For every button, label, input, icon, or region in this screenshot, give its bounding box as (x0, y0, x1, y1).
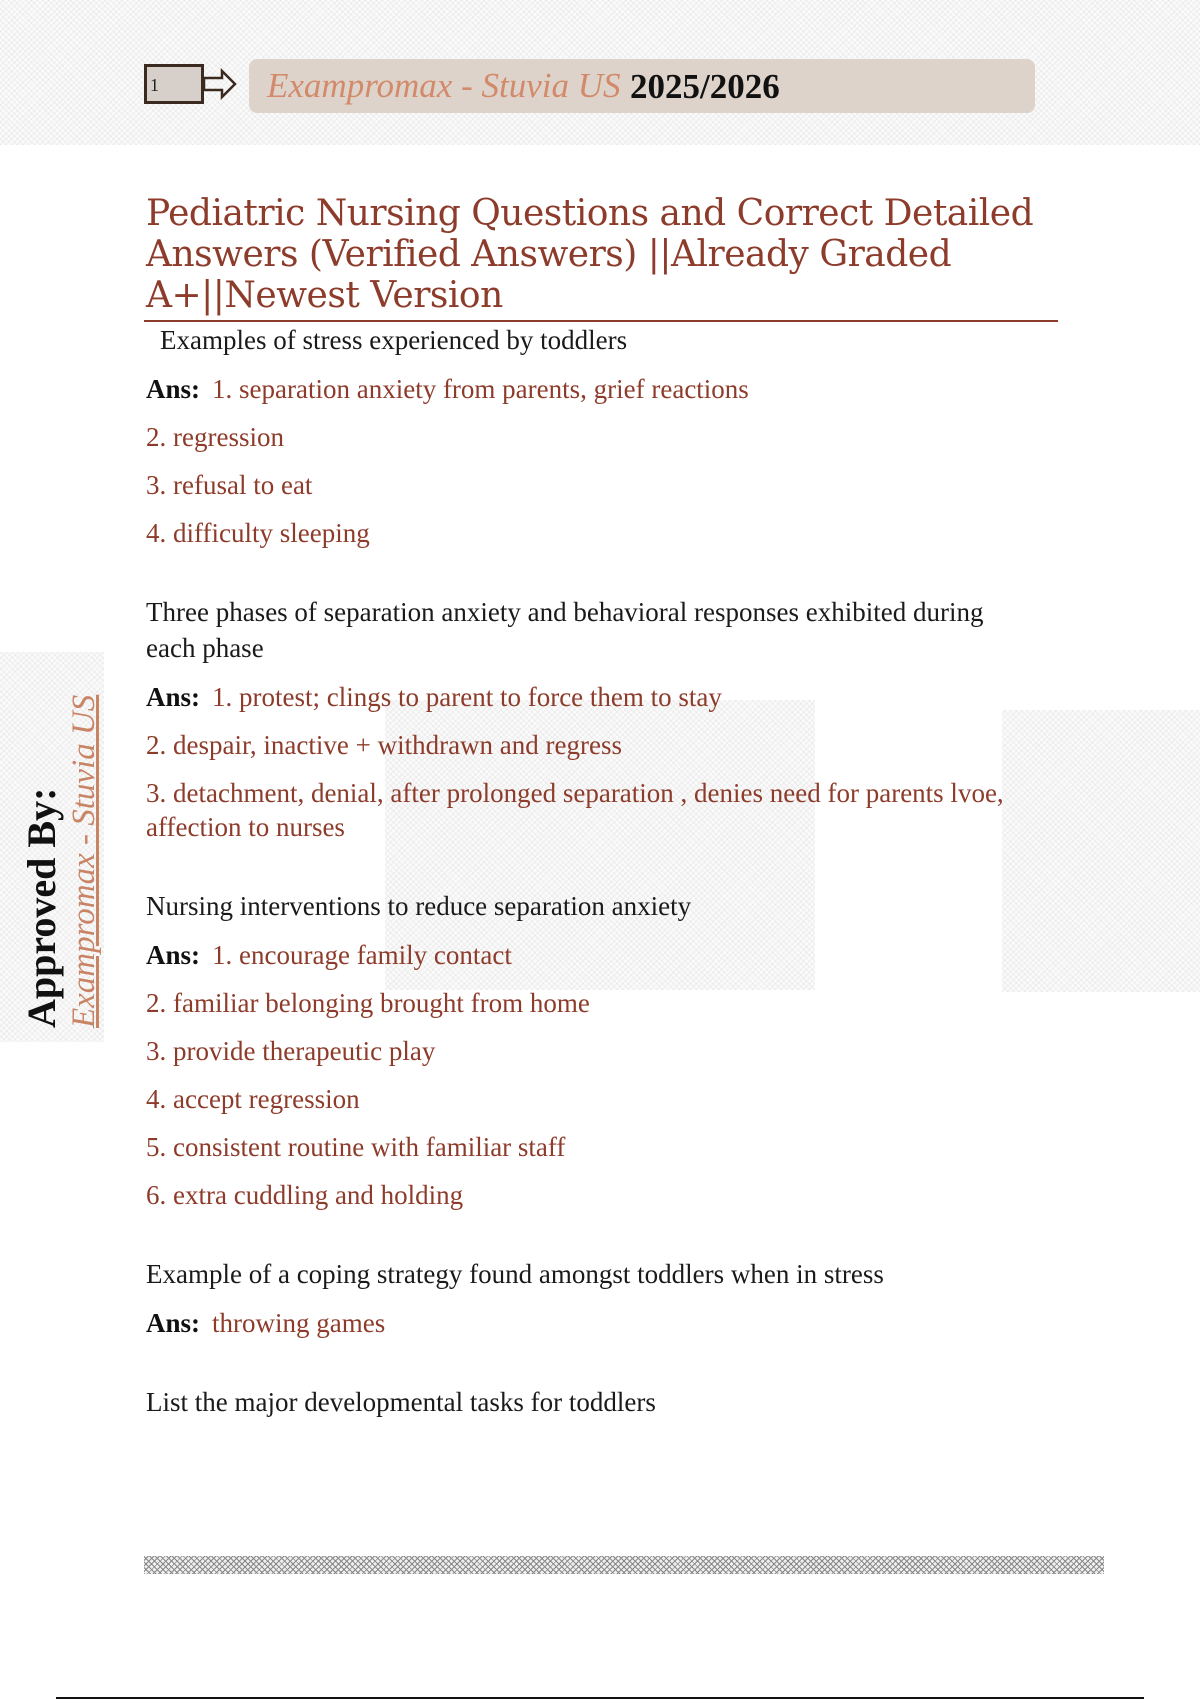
answer-label: Ans: (146, 1308, 201, 1338)
question-text: Three phases of separation anxiety and behavioral responses exhibited during each phase (146, 597, 984, 663)
answer-row (146, 938, 1076, 972)
approval-stamp (14, 608, 114, 1028)
question-text: List the major developmental tasks for toddlers (146, 1387, 656, 1417)
approved-by-label: Approved By: (19, 787, 64, 1028)
answer-row (146, 1306, 1076, 1340)
answer-text: 1. separation anxiety from parents, grief reactions (212, 374, 749, 404)
answer-item: 3. detachment, denial, after prolonged separation , denies need for parents lvoe, affection to nurses (146, 778, 1004, 842)
footer-pattern (144, 1556, 1104, 1574)
answer-item: 4. accept regression (146, 1084, 360, 1114)
qa-block (160, 322, 1076, 358)
qa-content (146, 322, 1076, 1420)
answer-item: 2. familiar belonging brought from home (146, 988, 590, 1018)
answer-item: 4. difficulty sleeping (146, 518, 370, 548)
answer-row (146, 372, 1076, 406)
arrow-right-icon (202, 68, 238, 100)
question-text: Examples of stress experienced by toddlers (160, 325, 628, 355)
question-text: Nursing interventions to reduce separation anxiety (146, 891, 692, 921)
document-title: Pediatric Nursing Questions and Correct Detailed Answers (Verified Answers) ||Already Graded A+||Newest Version (146, 193, 1034, 316)
answer-item: 2. despair, inactive + withdrawn and regress (146, 730, 622, 760)
answer-text: 1. protest; clings to parent to force them to stay (212, 682, 722, 712)
answer-label: Ans: (146, 940, 201, 970)
answer-label: Ans: (146, 374, 201, 404)
answer-item: 2. regression (146, 422, 284, 452)
page-number: 1 (144, 64, 204, 104)
footer-rule (56, 1697, 1144, 1699)
question-text: Example of a coping strategy found amongst toddlers when in stress (146, 1259, 884, 1289)
answer-item: 5. consistent routine with familiar staff (146, 1132, 566, 1162)
header-brand: Exampromax - Stuvia US (267, 66, 621, 105)
answer-item: 6. extra cuddling and holding (146, 1180, 464, 1210)
answer-row (146, 680, 1076, 714)
answer-label: Ans: (146, 682, 201, 712)
answer-item: 3. refusal to eat (146, 470, 313, 500)
approved-by-brand: Exampromax - Stuvia US (66, 694, 102, 1028)
answer-text: throwing games (212, 1308, 386, 1338)
answer-text: 1. encourage family contact (212, 940, 512, 970)
header-year: 2025/2026 (630, 67, 780, 106)
answer-item: 3. provide therapeutic play (146, 1036, 436, 1066)
